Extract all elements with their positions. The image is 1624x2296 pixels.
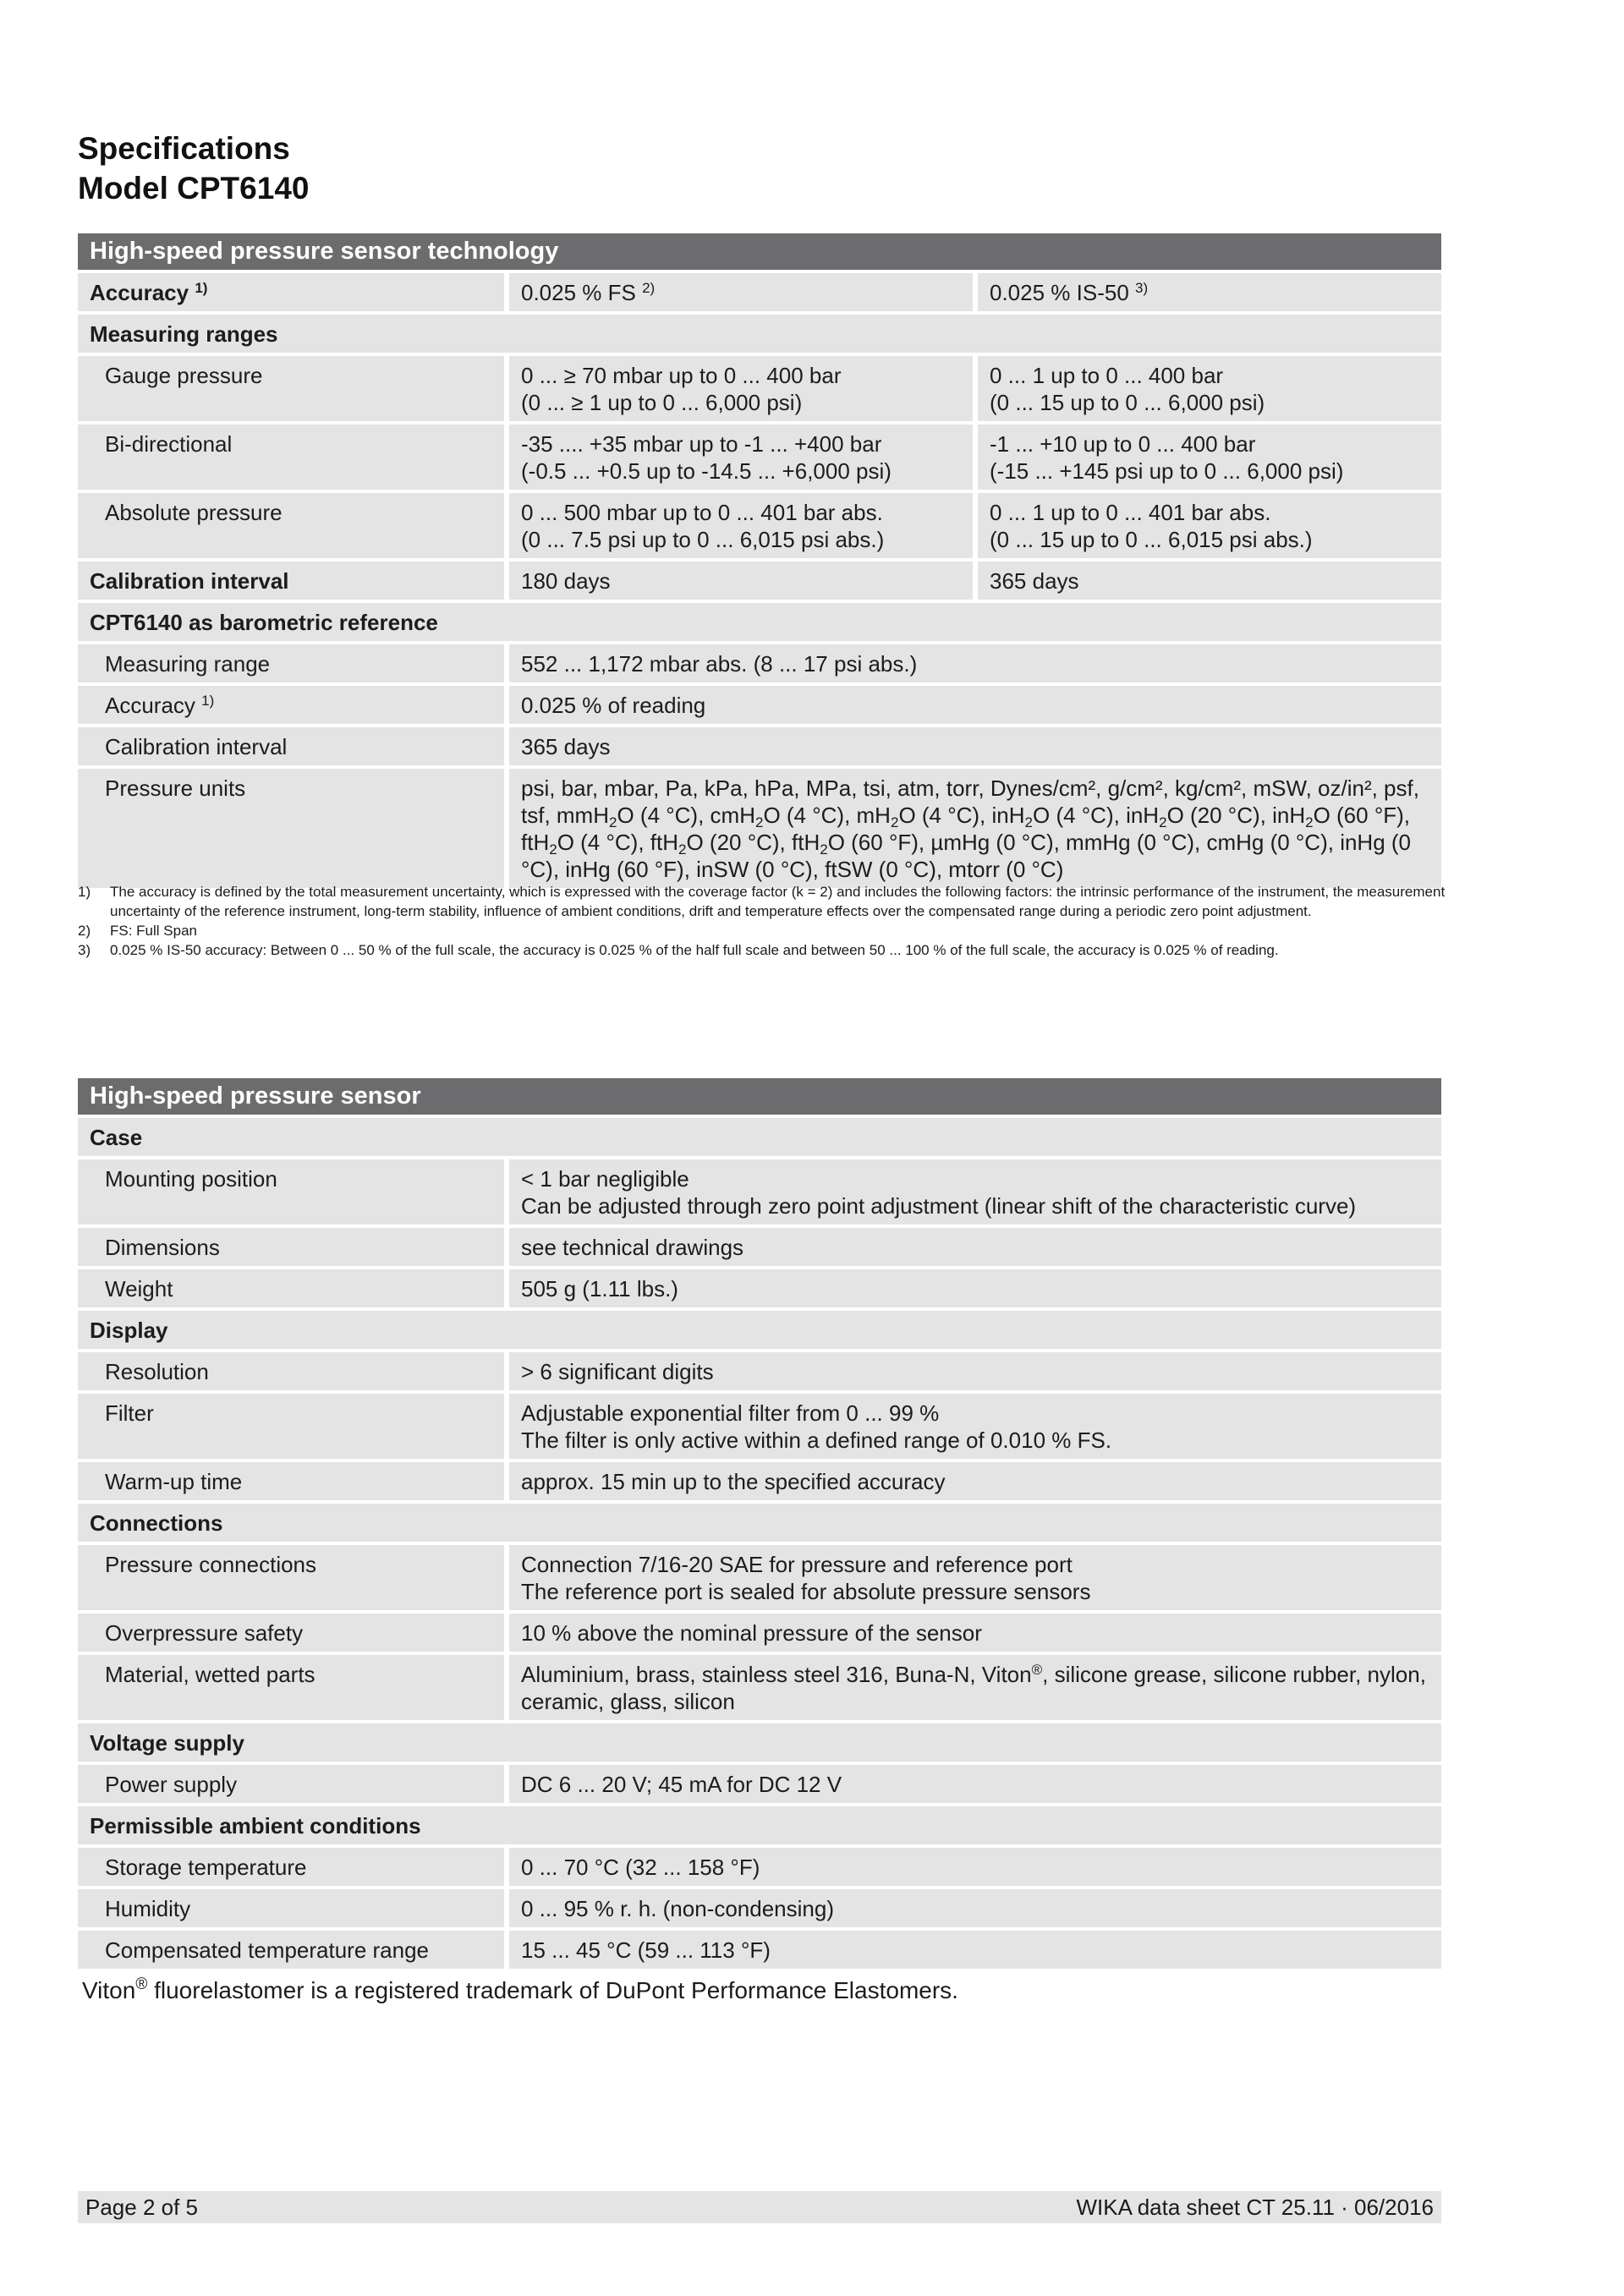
trademark-note: Viton® fluorelastomer is a registered trademark of DuPont Performance Elastomers. [82, 1975, 958, 2003]
table-row [78, 1614, 1441, 1652]
group-label: Case [78, 1118, 1441, 1156]
footnote: 3) 0.025 % IS-50 accuracy: Between 0 ... 50 % of the full scale, the accuracy is 0.025 % of the half full scale and between 50 ... 100 % of the full scale, the accuracy is 0.025 % of reading. [78, 942, 1279, 958]
row-label: Storage temperature [78, 1848, 504, 1886]
title-line-2: Model CPT6140 [78, 171, 310, 205]
row-value: 365 days [973, 562, 1441, 600]
table-row [78, 1269, 1441, 1307]
row-value: < 1 bar negligible Can be adjusted through zero point adjustment (linear shift of the characteristic curve) [504, 1159, 1441, 1225]
table-row [78, 1723, 1441, 1762]
table-row [78, 1352, 1441, 1390]
table-row [78, 727, 1441, 765]
row-label: Overpressure safety [78, 1614, 504, 1652]
row-value: 15 ... 45 °C (59 ... 113 °F) [504, 1931, 1441, 1969]
footnotes [78, 882, 1448, 960]
row-label: Pressure connections [78, 1545, 504, 1610]
row-label: Power supply [78, 1765, 504, 1803]
group-label: Voltage supply [78, 1723, 1441, 1762]
data-sheet-reference: WIKA data sheet CT 25.11 · 06/2016 [1076, 2195, 1434, 2220]
row-value: 0.025 % IS-50 $^{3)}$ [973, 273, 1441, 311]
table-row [78, 1765, 1441, 1803]
section-pressure-sensor [78, 1078, 1441, 1972]
row-value: -35 .... +35 mbar up to -1 ... +400 bar (-0.5 ... +0.5 up to -14.5 ... +6,000 psi) [504, 425, 973, 490]
row-label: Absolute pressure [78, 493, 504, 558]
page-number: Page 2 of 5 [85, 2195, 198, 2220]
table-row [78, 1118, 1441, 1156]
row-value: -1 ... +10 up to 0 ... 400 bar (-15 ... +145 psi up to 0 ... 6,000 psi) [973, 425, 1441, 490]
table-row [78, 1931, 1441, 1969]
row-label: Warm-up time [78, 1462, 504, 1500]
row-value: 10 % above the nominal pressure of the sensor [504, 1614, 1441, 1652]
row-label: Mounting position [78, 1159, 504, 1225]
section-header: High-speed pressure sensor technology [78, 233, 1441, 270]
page-footer [78, 2191, 1441, 2223]
table-row [78, 315, 1441, 353]
row-value: 0 ... 1 up to 0 ... 400 bar (0 ... 15 up to 0 ... 6,000 psi) [973, 356, 1441, 421]
section-sensor-technology [78, 233, 1441, 891]
row-value: 0 ... ≥ 70 mbar up to 0 ... 400 bar (0 ... ≥ 1 up to 0 ... 6,000 psi) [504, 356, 973, 421]
row-value: 0 ... 1 up to 0 ... 401 bar abs. (0 ... 15 up to 0 ... 6,015 psi abs.) [973, 493, 1441, 558]
row-label: Bi-directional [78, 425, 504, 490]
row-value: Connection 7/16-20 SAE for pressure and reference port The reference port is sealed for absolute pressure sensors [504, 1545, 1441, 1610]
table-row [78, 273, 1441, 311]
row-value: 505 g (1.11 lbs.) [504, 1269, 1441, 1307]
group-label: Measuring ranges [78, 315, 1441, 353]
row-label: Weight [78, 1269, 504, 1307]
row-value: 180 days [504, 562, 973, 600]
row-label: Gauge pressure [78, 356, 504, 421]
row-value: 0 ... 70 °C (32 ... 158 °F) [504, 1848, 1441, 1886]
table-row [78, 686, 1441, 724]
table-row [78, 493, 1441, 558]
table-row [78, 1462, 1441, 1500]
page-title [78, 129, 309, 208]
row-label: Pressure units [78, 769, 504, 888]
table-row [78, 1159, 1441, 1225]
footnote: 2) FS: Full Span [78, 923, 197, 939]
spec-table [78, 1115, 1441, 1972]
row-label: Compensated temperature range [78, 1931, 504, 1969]
row-value: approx. 15 min up to the specified accuracy [504, 1462, 1441, 1500]
spec-table [78, 270, 1441, 891]
row-value: 552 ... 1,172 mbar abs. (8 ... 17 psi abs.) [504, 644, 1441, 682]
row-value: Adjustable exponential filter from 0 ... 99 % The filter is only active within a defined range of 0.010 % FS. [504, 1394, 1441, 1459]
table-row [78, 1848, 1441, 1886]
table-row [78, 356, 1441, 421]
row-label: Resolution [78, 1352, 504, 1390]
row-label: Accuracy $^{1)}$ [78, 686, 504, 724]
row-value: DC 6 ... 20 V; 45 mA for DC 12 V [504, 1765, 1441, 1803]
table-row [78, 1655, 1441, 1720]
table-row [78, 603, 1441, 641]
section-header: High-speed pressure sensor [78, 1078, 1441, 1115]
group-label: Permissible ambient conditions [78, 1806, 1441, 1844]
title-line-1: Specifications [78, 131, 290, 166]
row-label: Calibration interval [78, 727, 504, 765]
row-value: 0.025 % FS $^{2)}$ [504, 273, 973, 311]
table-row [78, 644, 1441, 682]
row-value: 365 days [504, 727, 1441, 765]
row-label: Calibration interval [78, 562, 504, 600]
table-row [78, 425, 1441, 490]
table-row [78, 769, 1441, 888]
table-row [78, 1889, 1441, 1927]
table-row [78, 1504, 1441, 1542]
table-row [78, 1311, 1441, 1349]
row-value: 0.025 % of reading [504, 686, 1441, 724]
table-row [78, 1394, 1441, 1459]
table-row [78, 1545, 1441, 1610]
row-label: Material, wetted parts [78, 1655, 504, 1720]
table-row [78, 1228, 1441, 1266]
row-value: psi, bar, mbar, Pa, kPa, hPa, MPa, tsi, atm, torr, Dynes/cm², g/cm², kg/cm², mSW, oz/in², psf, tsf, mmH$_2$O (4 °C), cmH$_2$O (4 °C), $mH_2O$ (4 °C), inH$_2$O (4 °C), inH$_2$O (20 °C), inH$_2$O (60 °F), ftH$_2$O (4 °C), ftH$_2$O (20 °C), ftH$_2$O (60 °F), µmHg (0 °C), mmHg (0 °C), cmHg (0 °C), inHg (0 °C), inHg (60 °F), inSW (0 °C), ftSW (0 °C), mtorr (0 °C) [504, 769, 1441, 888]
group-label: CPT6140 as barometric reference [78, 603, 1441, 641]
row-label: Humidity [78, 1889, 504, 1927]
row-value: Aluminium, brass, stainless steel 316, Buna-N, Viton®, silicone grease, silicone rubber, nylon, ceramic, glass, silicon [504, 1655, 1441, 1720]
row-label: Dimensions [78, 1228, 504, 1266]
row-value: > 6 significant digits [504, 1352, 1441, 1390]
group-label: Display [78, 1311, 1441, 1349]
row-value: see technical drawings [504, 1228, 1441, 1266]
table-row [78, 562, 1441, 600]
group-label: Connections [78, 1504, 1441, 1542]
row-label: Accuracy $^{1)}$ [78, 273, 504, 311]
footnote: 1) The accuracy is defined by the total measurement uncertainty, which is expressed with the coverage factor (k = 2) and includes the following factors: the intrinsic performance of the instrument, the measurement uncertainty of the reference instrument, long-term stability, influence of ambient conditions, drift and temperature effects over the compensated range during a periodic zero point adjustment. [78, 884, 1446, 919]
row-value: 0 ... 500 mbar up to 0 ... 401 bar abs. (0 ... 7.5 psi up to 0 ... 6,015 psi abs.) [504, 493, 973, 558]
row-label: Filter [78, 1394, 504, 1459]
table-row [78, 1806, 1441, 1844]
row-label: Measuring range [78, 644, 504, 682]
row-value: 0 ... 95 % r. h. (non-condensing) [504, 1889, 1441, 1927]
